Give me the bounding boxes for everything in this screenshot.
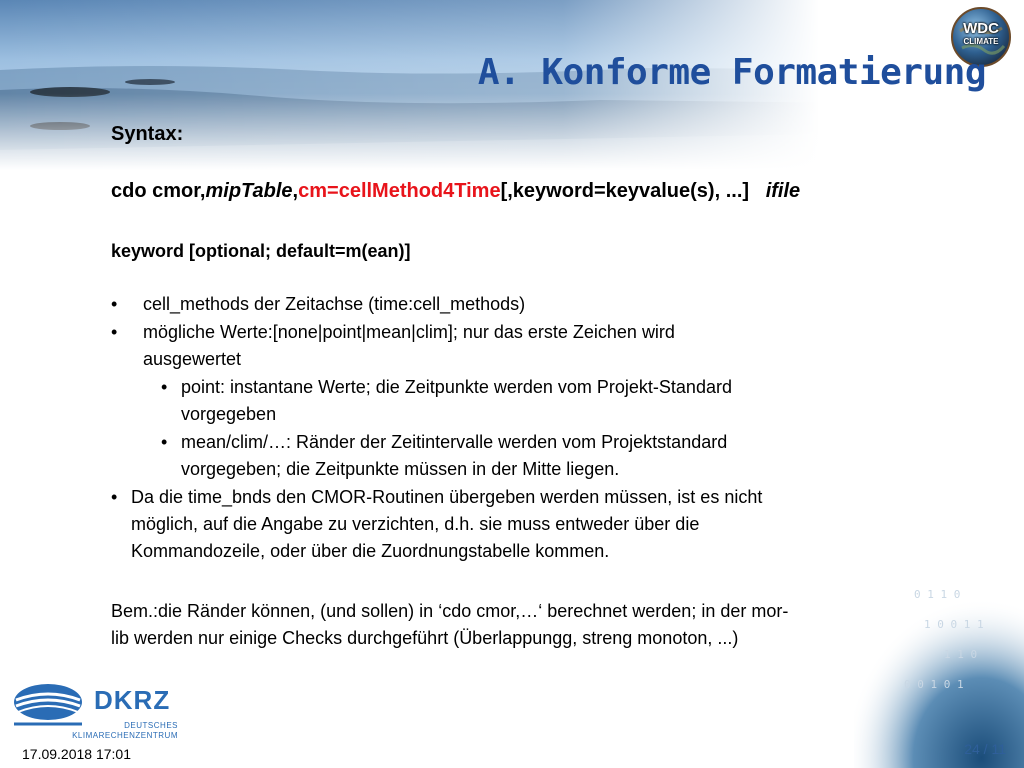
- svg-text:1 1 0: 1 1 0: [944, 648, 978, 661]
- command-syntax-line: [111, 178, 800, 205]
- bullet-marker: •: [161, 432, 168, 452]
- command-spacer: [749, 180, 766, 202]
- wdc-logo-subtext: CLIMATE: [963, 37, 999, 46]
- svg-text:0 1 1 0: 0 1 1 0: [914, 588, 961, 601]
- bullet-marker: •: [111, 322, 118, 342]
- bullet-text-continued: vorgegeben: [181, 404, 277, 424]
- bullet-text: mean/clim/…: Ränder der Zeitintervalle werden vom Projektstandard: [181, 432, 728, 452]
- bullet-text: cell_methods der Zeitachse (time:cell_methods): [143, 294, 526, 314]
- dkrz-logo-subtext: KLIMARECHENZENTRUM: [72, 731, 178, 740]
- command-comma: ,: [292, 180, 299, 202]
- bullet-marker: •: [111, 487, 118, 507]
- command-keywords: [,keyword=keyvalue(s), ...]: [500, 180, 750, 202]
- bullet-text: mögliche Werte:[none|point|mean|clim]; nur das erste Zeichen wird: [143, 322, 675, 342]
- dkrz-logo: [10, 676, 190, 742]
- keyword-heading: keyword [optional; default=m(ean)]: [111, 241, 411, 261]
- bullet-text-continued: möglich, auf die Angabe zu verzichten, d.h. sie muss entweder über die: [131, 514, 700, 534]
- wdc-logo-text: WDC: [963, 20, 999, 37]
- earth-binary-image: [854, 568, 1024, 768]
- bullet-marker: •: [111, 294, 118, 314]
- dkrz-logo-text: DKRZ: [94, 685, 171, 715]
- bullet-text-continued: Kommandozeile, oder über die Zuordnungstabelle kommen.: [131, 541, 610, 561]
- page-number: 24 / 11: [964, 741, 1006, 757]
- command-prefix: cdo cmor,: [111, 180, 206, 202]
- bullet-marker: •: [161, 377, 168, 397]
- remark-line: lib werden nur einige Checks durchgeführt (Überlappungg, streng monoton, ...): [111, 628, 739, 648]
- svg-text:0 0 1 0 1: 0 0 1 0 1: [904, 678, 964, 691]
- svg-text:1 0 0 1 1: 1 0 0 1 1: [924, 618, 984, 631]
- command-cellmethod: cm=cellMethod4Time: [298, 180, 501, 202]
- slide-title: A. Konforme Formatierung: [477, 52, 986, 93]
- remark-note: [111, 598, 788, 652]
- command-ifile: ifile: [765, 180, 801, 202]
- remark-line: Bem.:die Ränder können, (und sollen) in ‘cdo cmor,…‘ berechnet werden; in der mor-: [111, 601, 789, 621]
- bullet-text: Da die time_bnds den CMOR-Routinen übergeben werden müssen, ist es nicht: [131, 487, 763, 507]
- command-miptable: mipTable: [205, 180, 293, 202]
- bullet-text-continued: vorgegeben; die Zeitpunkte müssen in der Mitte liegen.: [181, 459, 620, 479]
- bullet-text-continued: ausgewertet: [143, 349, 242, 369]
- syntax-heading: Syntax:: [111, 123, 184, 145]
- footer-date: 17.09.2018 17:01: [22, 746, 131, 762]
- dkrz-logo-subtext: DEUTSCHES: [124, 721, 178, 730]
- dkrz-emblem-icon: [10, 680, 90, 730]
- bullet-text: point: instantane Werte; die Zeitpunkte werden vom Projekt-Standard: [181, 377, 732, 397]
